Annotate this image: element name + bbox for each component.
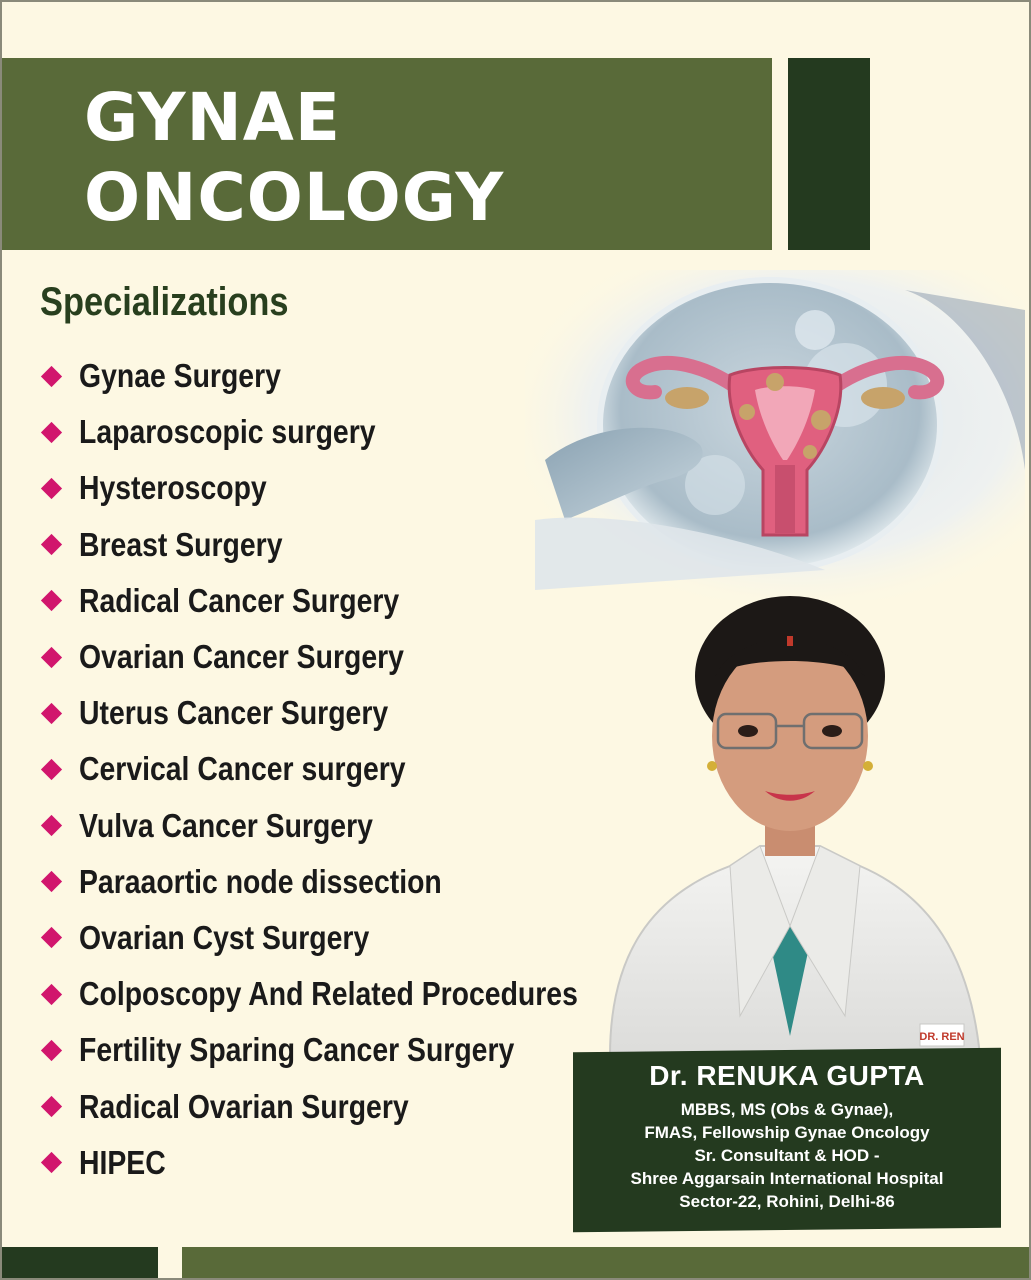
- specialization-item: [40, 910, 659, 966]
- diamond-bullet-icon: [41, 703, 62, 724]
- specialization-label: Paraaortic node dissection: [79, 862, 442, 900]
- page-title: [84, 78, 504, 238]
- specialization-label: HIPEC: [79, 1143, 166, 1181]
- specialization-label: Radical Cancer Surgery: [79, 581, 400, 619]
- diamond-bullet-icon: [41, 927, 62, 948]
- doctor-qualifications-2: FMAS, Fellowship Gynae Oncology: [644, 1123, 930, 1142]
- specialization-item: [40, 966, 659, 1022]
- specialization-item: [40, 1135, 659, 1191]
- specialization-label: Vulva Cancer Surgery: [79, 806, 373, 844]
- doctor-portrait: [590, 596, 990, 1056]
- specialization-item: [40, 685, 659, 741]
- specialization-label: Gynae Surgery: [79, 357, 281, 395]
- title-line-2: ONCOLOGY: [84, 159, 505, 236]
- specialization-label: Cervical Cancer surgery: [79, 750, 406, 788]
- doctor-qualifications-1: MBBS, MS (Obs & Gynae),: [680, 1100, 894, 1119]
- diamond-bullet-icon: [41, 422, 62, 443]
- title-line-1: GYNAE: [84, 79, 341, 156]
- diamond-bullet-icon: [41, 759, 62, 780]
- diamond-bullet-icon: [41, 365, 62, 386]
- hospital-address: Sector-22, Rohini, Delhi-86: [679, 1192, 895, 1211]
- footer-band: [182, 1247, 1029, 1278]
- footer-accent-block: [2, 1247, 158, 1278]
- specialization-item: [40, 1022, 659, 1078]
- specialization-label: Hysteroscopy: [79, 469, 267, 507]
- diamond-bullet-icon: [41, 871, 62, 892]
- specialization-label: Radical Ovarian Surgery: [79, 1087, 409, 1125]
- specialization-label: Breast Surgery: [79, 525, 283, 563]
- specialization-label: Fertility Sparing Cancer Surgery: [79, 1031, 515, 1069]
- specialization-label: Colposcopy And Related Procedures: [79, 975, 578, 1013]
- diamond-bullet-icon: [41, 1096, 62, 1117]
- coat-badge-text: DR. REN: [919, 1031, 965, 1043]
- specialization-label: Ovarian Cyst Surgery: [79, 918, 370, 956]
- diamond-bullet-icon: [41, 1152, 62, 1173]
- specialization-label: Uterus Cancer Surgery: [79, 694, 389, 732]
- doctor-designation: Sr. Consultant & HOD -: [694, 1146, 880, 1165]
- diamond-bullet-icon: [41, 1040, 62, 1061]
- diamond-bullet-icon: [41, 534, 62, 555]
- specialization-item: [40, 854, 659, 910]
- title-accent-block: [788, 58, 870, 250]
- specialization-item: [40, 629, 659, 685]
- specialization-label: Laparoscopic surgery: [79, 413, 376, 451]
- specializations-heading: Specializations: [40, 280, 289, 324]
- specialization-item: [40, 741, 659, 797]
- uterus-petri-dish-illustration: [525, 270, 1025, 600]
- diamond-bullet-icon: [41, 646, 62, 667]
- diamond-bullet-icon: [41, 590, 62, 611]
- diamond-bullet-icon: [41, 815, 62, 836]
- diamond-bullet-icon: [41, 984, 62, 1005]
- doctor-name: Dr. RENUKA GUPTA: [649, 1060, 925, 1091]
- specialization-item: [40, 798, 659, 854]
- doctor-info: [573, 1060, 1001, 1213]
- specialization-item: [40, 1078, 659, 1134]
- specialization-label: Ovarian Cancer Surgery: [79, 638, 404, 676]
- diamond-bullet-icon: [41, 478, 62, 499]
- hospital-name: Shree Aggarsain International Hospital: [630, 1169, 944, 1188]
